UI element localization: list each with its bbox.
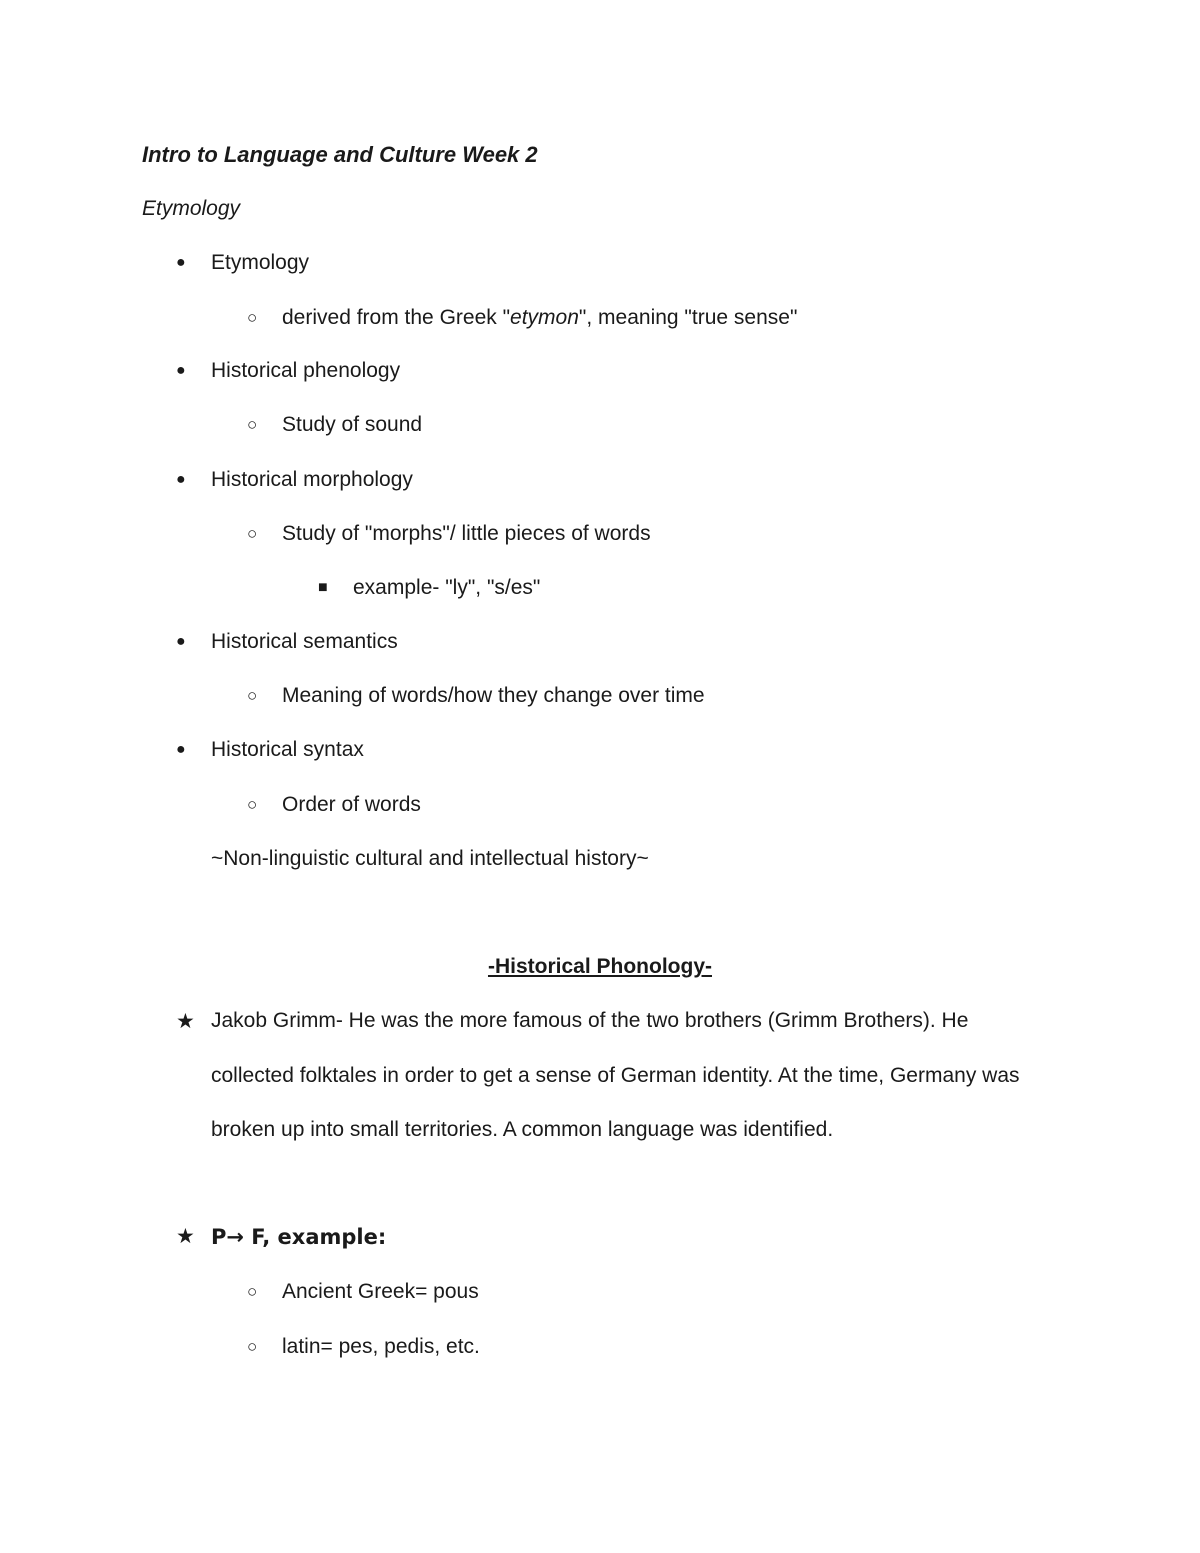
list-item-text-after: ", meaning "true sense" bbox=[578, 306, 798, 329]
example-item: latin= pes, pedis, etc. bbox=[282, 1335, 480, 1358]
bullet-hollow-circle: ○ bbox=[247, 415, 258, 434]
bullet-filled-circle: ● bbox=[176, 633, 186, 650]
list-item: Study of "morphs"/ little pieces of words bbox=[282, 522, 651, 545]
list-item: Historical syntax bbox=[211, 738, 364, 761]
document-title: Intro to Language and Culture Week 2 bbox=[142, 142, 538, 167]
bullet-hollow-circle: ○ bbox=[247, 686, 258, 705]
bullet-filled-circle: ● bbox=[176, 254, 186, 271]
bullet-filled-square: ■ bbox=[318, 579, 328, 596]
list-item: Historical phenology bbox=[211, 359, 401, 382]
list-item: Order of words bbox=[282, 793, 421, 816]
bullet-filled-circle: ● bbox=[176, 362, 186, 379]
bullet-hollow-circle: ○ bbox=[247, 524, 258, 543]
bullet-hollow-circle: ○ bbox=[247, 308, 258, 327]
pf-heading: P→ F, example: bbox=[211, 1225, 387, 1249]
example-item: Ancient Greek= pous bbox=[282, 1280, 479, 1303]
list-item: Historical morphology bbox=[211, 468, 413, 491]
list-item-italic-term: etymon bbox=[510, 306, 579, 329]
section-heading: -Historical Phonology- bbox=[487, 955, 712, 978]
list-item bbox=[282, 304, 797, 332]
list-item: Meaning of words/how they change over time bbox=[282, 684, 705, 707]
list-item: Historical semantics bbox=[211, 630, 398, 653]
star-bullet-icon: ★ bbox=[176, 1010, 195, 1033]
tilde-note: ~Non-linguistic cultural and intellectual history~ bbox=[211, 847, 649, 870]
list-item: Study of sound bbox=[282, 413, 423, 436]
bullet-hollow-circle: ○ bbox=[247, 1337, 258, 1356]
bullet-filled-circle: ● bbox=[176, 471, 186, 488]
bullet-hollow-circle: ○ bbox=[247, 1282, 258, 1301]
star-bullet-icon: ★ bbox=[176, 1225, 195, 1248]
grimm-paragraph: Jakob Grimm- He was the more famous of the two brothers (Grimm Brothers). He collected folktales in order to get a sense of German identity. At the time, Germany was broken up into small territories. A common language was identified. bbox=[211, 1009, 1020, 1141]
list-item: example- "ly", "s/es" bbox=[353, 576, 541, 599]
list-item-text-before: derived from the Greek " bbox=[282, 306, 511, 329]
section-subtitle: Etymology bbox=[142, 197, 241, 220]
list-item: Etymology bbox=[211, 251, 310, 274]
bullet-hollow-circle: ○ bbox=[247, 795, 258, 814]
bullet-filled-circle: ● bbox=[176, 741, 186, 758]
